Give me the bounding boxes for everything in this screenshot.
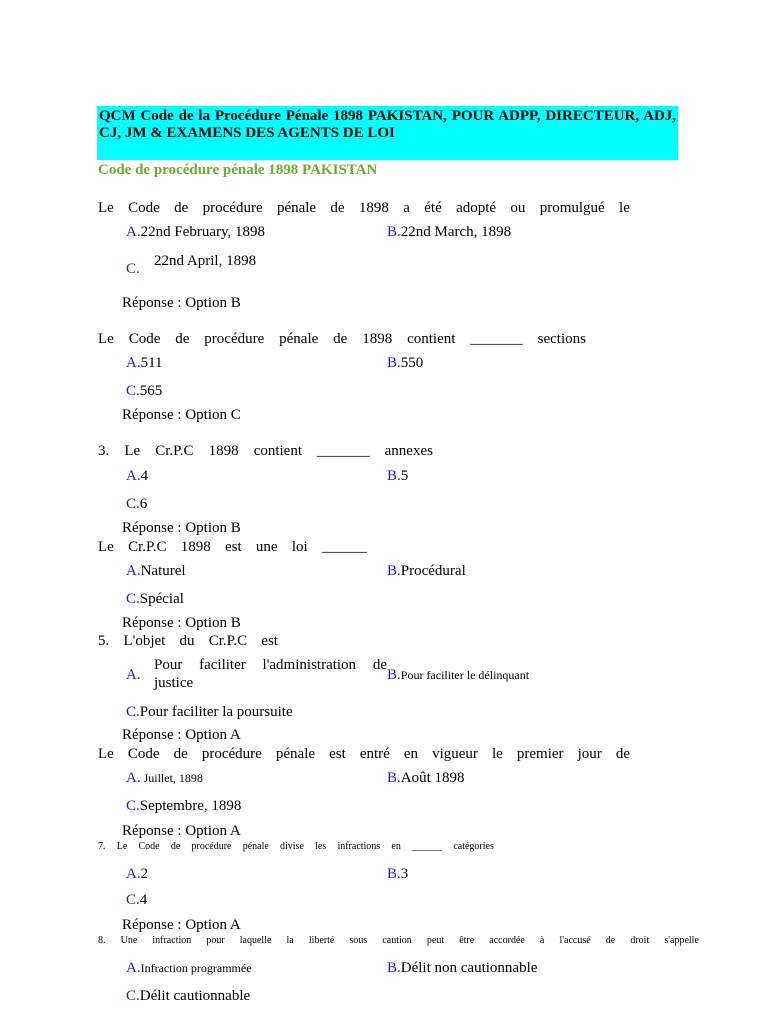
question-word: accordée [489, 935, 525, 946]
option-a: A.4 [126, 468, 149, 484]
question-word: _______ [470, 331, 523, 347]
answer-text: Réponse : Option B [122, 615, 241, 631]
question-word: en [391, 841, 401, 852]
question-word: procédure [204, 331, 265, 347]
question-word: 1898 [180, 539, 211, 555]
option-a: A.511 [126, 355, 163, 371]
question-text [98, 330, 586, 348]
question-word: une [255, 539, 278, 555]
option-a: A.22nd February, 1898 [126, 224, 266, 240]
question-word: procédure [202, 200, 263, 216]
question-word: Code [128, 331, 161, 347]
question-word: de [173, 746, 188, 762]
answer-text: Réponse : Option B [122, 295, 241, 311]
question-word: catégories [453, 841, 494, 852]
question-word: adopté [456, 200, 497, 216]
question-word: est [224, 539, 242, 555]
option-c: C.Pour faciliter la poursuite [126, 704, 293, 720]
question-word: Le [116, 841, 128, 852]
question-word: liberté [308, 935, 335, 946]
question-word: Code [128, 200, 160, 216]
question-word: contient [253, 443, 303, 459]
question-word: annexes [384, 443, 433, 459]
question-word: pénale [242, 841, 269, 852]
question-word: Le [98, 200, 114, 216]
question-word: de [175, 331, 190, 347]
question-word: Le [98, 331, 114, 347]
question-word: été [424, 200, 442, 216]
question-text [98, 935, 699, 947]
option-b: B.550 [387, 355, 424, 371]
question-word: du [179, 633, 195, 649]
question-word: pour [206, 935, 225, 946]
option-a-label: A. [126, 667, 141, 683]
question-word: a [403, 200, 410, 216]
question-text [98, 199, 630, 217]
page-title: QCM Code de la Procédure Pénale 1898 PAKISTAN, POUR ADPP, DIRECTEUR, ADJ, CJ, JM & EXAMENS DES AGENTS DE LOI [99, 108, 676, 141]
question-word: s'appelle [664, 935, 699, 946]
option-b: B.3 [387, 866, 409, 882]
question-word: en [403, 746, 419, 762]
question-word: le [619, 200, 630, 216]
question-word: la [286, 935, 294, 946]
question-word: pénale [275, 746, 316, 762]
question-text [98, 632, 278, 650]
question-word: droit [630, 935, 650, 946]
question-word: ______ [321, 539, 367, 555]
option-c: C.4 [126, 892, 148, 908]
option-a: A.Infraction programmée [126, 960, 252, 976]
question-word: 1898 [362, 331, 393, 347]
question-word: Cr.P.C [155, 443, 194, 459]
question-word: 5. [98, 633, 110, 649]
option-c: C.Septembre, 1898 [126, 798, 242, 814]
question-text [98, 538, 367, 556]
question-word: divise [280, 841, 304, 852]
option-c-text: 22nd April, 1898 [154, 253, 257, 269]
question-word: 7. [98, 841, 106, 852]
question-word: infractions [337, 841, 381, 852]
question-word: Le [124, 443, 141, 459]
option-c: C.Spécial [126, 591, 184, 607]
option-a: A.Naturel [126, 563, 186, 579]
question-word: à [539, 935, 545, 946]
question-word: de [174, 200, 189, 216]
title-banner [97, 106, 678, 160]
question-word: Le [98, 539, 114, 555]
question-word: Le [98, 746, 114, 762]
question-word: laquelle [239, 935, 272, 946]
question-word: loi [291, 539, 308, 555]
answer-text: Réponse : Option A [122, 823, 241, 839]
option-b: B.Procédural [387, 563, 466, 579]
question-word: être [459, 935, 475, 946]
section-subtitle: Code de procédure pénale 1898 PAKISTAN [98, 162, 378, 178]
question-word: de [615, 746, 630, 762]
question-word: contient [407, 331, 456, 347]
question-word: Code [138, 841, 160, 852]
option-b: B.22nd March, 1898 [387, 224, 512, 240]
question-word: L'objet [123, 633, 166, 649]
question-word: 1898 [208, 443, 239, 459]
question-word: 8. [98, 935, 106, 946]
question-word: sous [349, 935, 368, 946]
question-word: 1898 [358, 200, 389, 216]
question-word: infraction [152, 935, 192, 946]
question-word: caution [382, 935, 412, 946]
question-word: Cr.P.C [208, 633, 248, 649]
question-word: sections [537, 331, 586, 347]
option-c: C.Délit cautionnable [126, 988, 251, 1004]
option-a-text: Pour faciliter l'administration de justice [154, 657, 387, 691]
question-word: premier [516, 746, 564, 762]
question-word: de [330, 200, 345, 216]
option-c: C.565 [126, 383, 163, 399]
question-word: les [315, 841, 327, 852]
answer-text: Réponse : Option B [122, 520, 241, 536]
option-c-label: C. [126, 261, 140, 277]
question-word: promulgué [539, 200, 605, 216]
option-b: B.Pour faciliter le délinquant [387, 667, 530, 683]
option-c: C.6 [126, 496, 148, 512]
question-word: pénale [276, 200, 317, 216]
option-a: A. Juillet, 1898 [126, 770, 203, 786]
answer-text: Réponse : Option A [122, 727, 241, 743]
question-text [98, 841, 494, 853]
option-b: B.Délit non cautionnable [387, 960, 538, 976]
question-word: ______ [412, 841, 443, 852]
question-word: vigueur [432, 746, 478, 762]
question-word: l'accusé [559, 935, 591, 946]
question-word: 3. [98, 443, 110, 459]
question-word: de [605, 935, 616, 946]
question-word: Une [120, 935, 138, 946]
question-word: le [492, 746, 503, 762]
question-word: de [170, 841, 181, 852]
option-b: B.5 [387, 468, 409, 484]
question-word: procédure [201, 746, 262, 762]
question-word: est [261, 633, 278, 649]
option-a: A.2 [126, 866, 149, 882]
option-b: B.Août 1898 [387, 770, 465, 786]
answer-text: Réponse : Option C [122, 407, 241, 423]
question-word: pénale [279, 331, 319, 347]
question-word: de [333, 331, 348, 347]
question-word: peut [426, 935, 445, 946]
question-text [98, 745, 630, 763]
answer-text: Réponse : Option A [122, 917, 241, 933]
question-word: _______ [317, 443, 370, 459]
question-word: entré [359, 746, 390, 762]
question-word: est [329, 746, 346, 762]
question-word: ou [510, 200, 526, 216]
question-word: Code [127, 746, 160, 762]
question-word: jour [577, 746, 602, 762]
question-text [98, 442, 433, 460]
question-word: procédure [191, 841, 232, 852]
question-word: Cr.P.C [128, 539, 167, 555]
